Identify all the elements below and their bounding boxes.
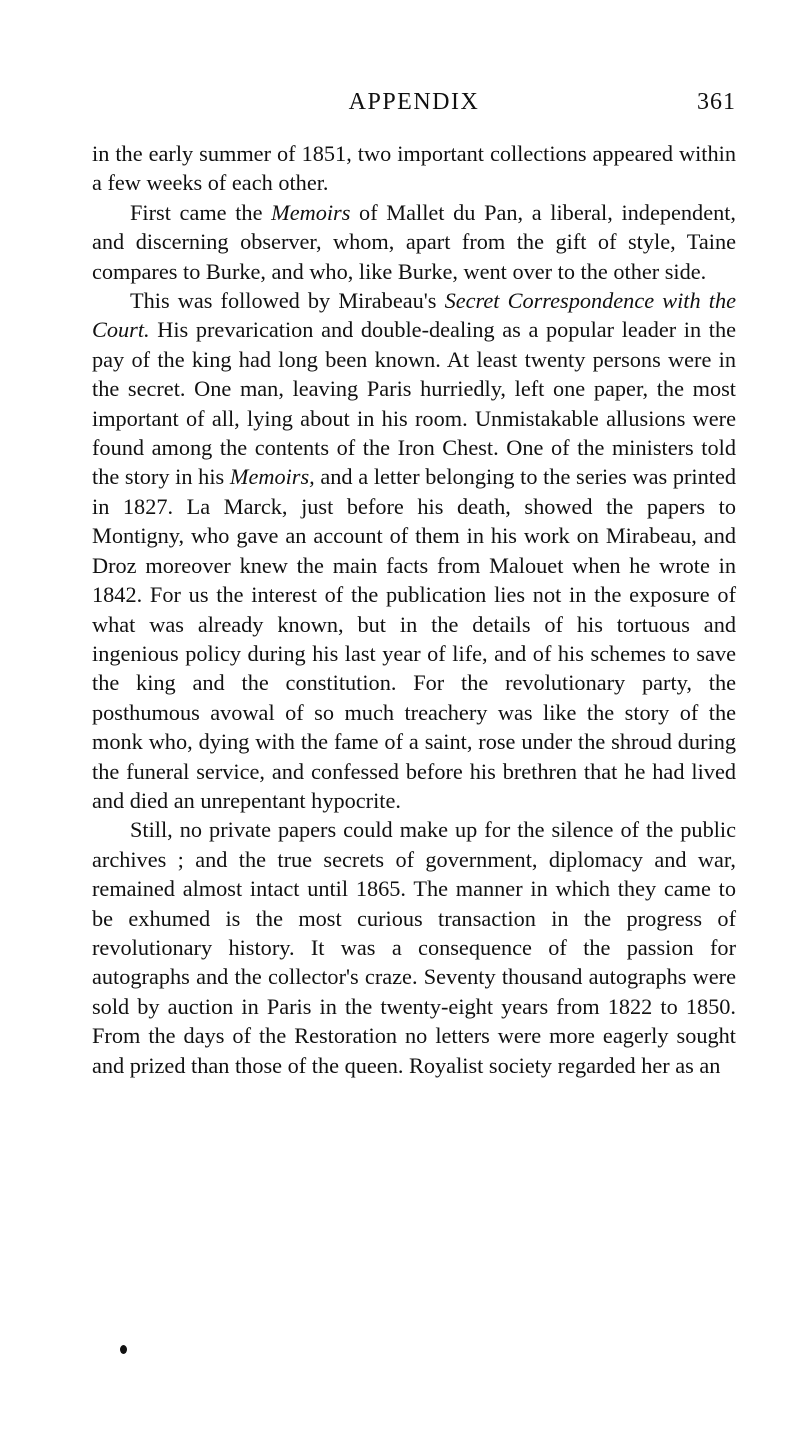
paragraph-text: First came the [130,199,272,225]
paragraph-mirabeau [92,286,736,815]
paragraph-mallet-du-pan [92,198,736,286]
paragraph-continuation [92,139,736,198]
running-title: APPENDIX [348,89,480,115]
paragraph-text: This was followed by Mirabeau's [130,288,445,314]
paragraph-text: of Mallet du Pan, a liberal, independent, and discerning observer, whom, apart from the gift of style, Taine compares to Burke, and who, like Burke, went over to the other side. [92,199,737,284]
ink-dot-mark [120,1345,127,1354]
paragraph-text: His prevarication and double-dealing as a popular leader in the pay of the king had long been known. At least twenty persons were in the secret. One man, leaving Paris hurriedly, left one paper, the most important of all, lying about in his room. Unmistakable allusions were found among the contents of the Iron Chest. One of the ministers told the story in his [92,317,736,490]
paragraph-archives [92,815,736,1080]
body-text [92,139,736,1080]
running-head [92,86,736,118]
book-title-memoirs: Memoirs [271,199,351,225]
paragraph-text: Still, no private papers could make up for the silence of the public archives ; and the true secrets of government, diplomacy and war, remained almost intact until 1865. The manner in which they came to be exhumed is the most curious transaction in the progress of revolutionary history. It was a consequence of the passion for autographs and the collector's craze. Seventy thousand autographs were sold by auction in Paris in the twenty-eight years from 1822 to 1850. From the days of the Restoration no letters were more eagerly sought and prized than those of the queen. Royalist society regarded her as an [92,817,736,1078]
book-title-secret-correspondence: Secret Correspondence with the Court. [92,288,737,343]
paragraph-text: in the early summer of 1851, two important collections appeared within a few weeks of each other. [92,141,736,196]
page-number: 361 [697,89,736,115]
paragraph-text: and a letter belonging to the series was printed in 1827. La Marck, just before his death, showed the papers to Montigny, who gave an account of them in his work on Mirabeau, and Droz moreover knew the main facts from Malouet when he wrote in 1842. For us the interest of the publication lies not in the exposure of what was already known, but in the details of his tortuous and ingenious policy during his last year of life, and of his schemes to save the king and the constitution. For the revolutionary party, the posthumous avowal of so much treachery was like the story of the monk who, dying with the fame of a saint, rose under the shroud during the funeral service, and confessed before his brethren that he had lived and died an unrepentant hypocrite. [92,464,736,813]
book-title-memoirs-2: Memoirs, [229,464,315,490]
